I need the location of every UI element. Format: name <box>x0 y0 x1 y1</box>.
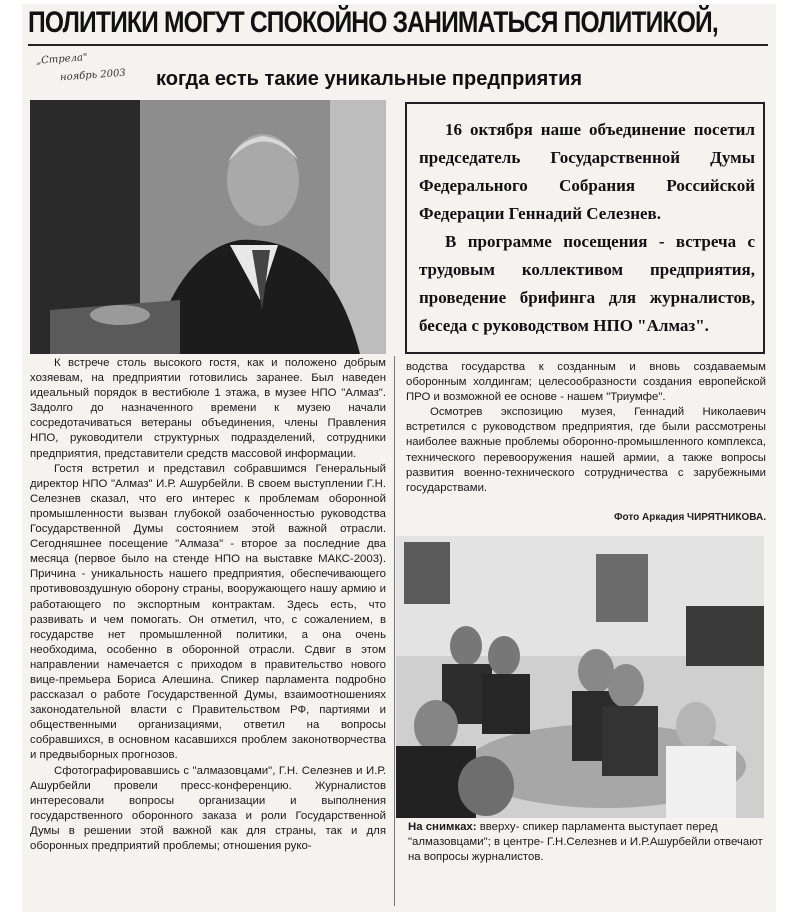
photo-caption <box>408 820 768 865</box>
lead-paragraph-1: 16 октября наше объединение посетил председатель Государственной Думы Федерального Собрания Российской Федерации Геннадий Селезнев. <box>419 120 755 223</box>
right-column <box>406 360 766 496</box>
photo-speaker-image <box>30 100 386 354</box>
lead-paragraph-2: В программе посещения - встреча с трудовым коллективом предприятия, проведение брифинга для журналистов, беседа с руководством НПО "Алмаз". <box>419 232 755 335</box>
handwritten-date-note: ноябрь 2003 <box>59 67 127 84</box>
photo-credit: Фото Аркадия ЧИРЯТНИКОВА. <box>614 512 766 523</box>
newspaper-clipping <box>22 4 776 912</box>
left-paragraph-1: К встрече столь высокого гостя, как и положено добрым хозяевам, на предприятии готовились заранее. Был наведен идеальный порядок в вестибюле 1 этажа, в музее НПО "Алмаз". Задолго до назначенного времени к музею начали сосредотачиваться ветераны объединения, члены Правления НПО, руководители структурных подразделений, сотрудники предприятия, представители средств массовой информации. <box>30 357 386 460</box>
lead-box <box>405 102 765 354</box>
photo-press-conference <box>396 536 764 818</box>
handwritten-source-note: „Стрела" <box>35 52 88 67</box>
right-paragraph-1: водства государства к созданным и вновь создаваемым оборонным холдингам; целесообразности создания европейской ПРО и возможной ее основе - нашем "Триумфе". <box>406 361 766 404</box>
subheadline: когда есть такие уникальные предприятия <box>156 68 583 90</box>
photo-speaker <box>30 100 386 354</box>
left-paragraph-2: Гостя встретил и представил собравшимся Генеральный директор НПО "Алмаз" И.Р. Ашурбейли. В своем выступлении Г.Н. Селезнев сказал, что его интерес к проблемам оборонной промышленности вызван глубокой озабоченностью руководства Государственной Думы состоянием этой важной отрасли. Сегодняшнее посещение "Алмаза" - второе за последние два месяца (первое было на стенде НПО на выставке МАКС-2003). Причина - уникальность нашего предприятия, обеспечивающего противовоздушную оборону страны, вооружающего нашу армию и работающего по экспортным контрактам. Здесь есть, что развивать и чем помогать. Он отметил, что, с сожалением, в государстве нет промышленной политики, а она очень необходима, особенно в оборонной отрасли. Сдвиг в этом направлении намечается с приходом в правительство нового вице-премьера Бориса Алешина. Спикер парламента подробно рассказал о работе Государственной Думы, взаимоотношениях законодательной власти с Правительством РФ, партиями и общественными организациями, ответил на вопросы собравшихся, в основном касавшихся проблем законотворчества и предвыборных прогнозов. <box>30 462 386 762</box>
caption-label: На снимках: <box>408 821 477 833</box>
photo-press-conference-image <box>396 536 764 818</box>
column-divider <box>394 356 395 906</box>
caption-text: вверху- спикер парламента выступает перед "алмазовцами"; в центре- Г.Н.Селезнев и И.Р.Ашурбейли отвечают на вопросы журналистов. <box>408 821 763 863</box>
right-paragraph-2: Осмотрев экспозицию музея, Геннадий Николаевич встретился с руководством предприятия, где были рассмотрены наиболее важные проблемы оборонно-промышленного комплекса, технического перевооружения нашей армии, а также вопросы развития военно-технического сотрудничества с зарубежными государствами. <box>406 406 766 494</box>
header-rule <box>28 44 768 46</box>
headline: ПОЛИТИКИ МОГУТ СПОКОЙНО ЗАНИМАТЬСЯ ПОЛИТИКОЙ, <box>28 6 718 39</box>
left-paragraph-3: Сфотографировавшись с "алмазовцами", Г.Н. Селезнев и И.Р. Ашурбейли провели пресс-конференцию. Журналистов интересовали вопросы организации и выполнения государственного оборонного заказа и роли Государственной Думы в решении этой важной как для страны, так и для оборонных предприятий проблемы; отношения руко- <box>30 764 386 852</box>
left-column <box>30 356 386 854</box>
